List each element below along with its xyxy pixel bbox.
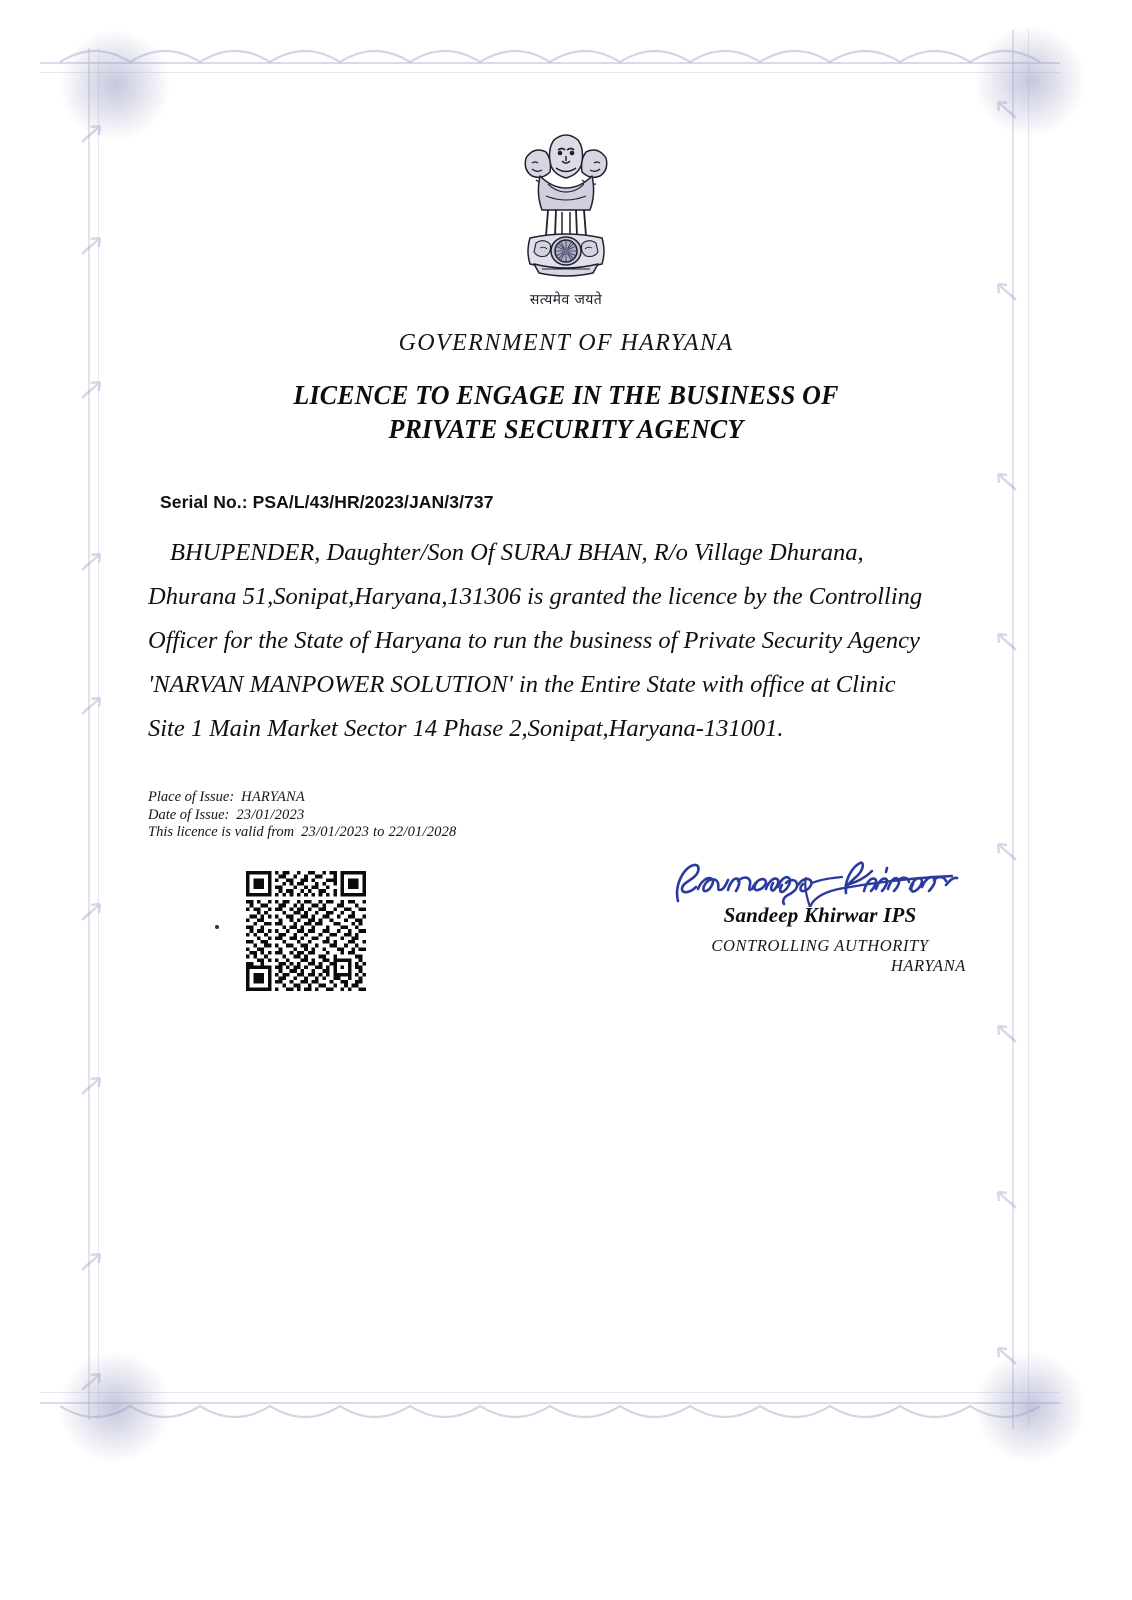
government-line: GOVERNMENT OF HARYANA	[398, 330, 734, 356]
edge-motif-icon	[994, 468, 1020, 494]
issue-details-block	[148, 789, 457, 842]
place-of-issue-value: HARYANA	[241, 789, 305, 805]
bottom-border-rule	[40, 1402, 1060, 1404]
signature-block	[660, 845, 980, 976]
signatory-authority-block	[660, 936, 980, 976]
date-of-issue-row	[148, 807, 457, 825]
edge-motif-icon	[994, 628, 1020, 654]
validity-value: 23/01/2023 to 22/01/2028	[301, 824, 457, 840]
licence-body-text	[148, 531, 986, 751]
bottom-border-rule-thin	[40, 1392, 1060, 1393]
handwritten-signature	[660, 845, 980, 907]
place-of-issue-label: Place of Issue:	[148, 789, 235, 805]
title-line-2: PRIVATE SECURITY AGENCY	[388, 414, 744, 444]
place-of-issue-row	[148, 789, 457, 807]
signatory-authority: CONTROLLING AUTHORITY	[711, 936, 929, 955]
body-line: Site 1 Main Market Sector 14 Phase 2,Sonipat,Haryana-131001.	[148, 715, 784, 742]
date-of-issue-value: 23/01/2023	[236, 806, 305, 823]
body-line: Dhurana 51,Sonipat,Haryana,131306 is granted the licence by the Controlling	[148, 583, 923, 610]
edge-motif-icon	[78, 1368, 104, 1394]
signatory-state: HARYANA	[890, 956, 966, 975]
edge-motif-icon	[994, 1186, 1020, 1212]
body-line: BHUPENDER, Daughter/Son Of SURAJ BHAN, R/o Village Dhurana,	[170, 539, 864, 566]
serial-number-label: Serial No.:	[160, 492, 248, 512]
validity-label: This licence is valid from	[148, 824, 295, 840]
body-line: Officer for the State of Haryana to run the business of Private Security Agency	[148, 627, 920, 654]
signatory-name: Sandeep Khirwar IPS	[723, 903, 917, 927]
edge-motif-icon	[994, 1020, 1020, 1046]
edge-motif-icon	[78, 692, 104, 718]
state-emblem-of-india-icon	[496, 118, 636, 288]
date-of-issue-label: Date of Issue:	[148, 806, 230, 823]
edge-motif-icon	[78, 1072, 104, 1098]
document-title	[0, 378, 1132, 446]
top-border-rule-thin	[40, 72, 1060, 73]
serial-number-row	[160, 492, 494, 513]
validity-row	[148, 824, 457, 842]
serial-number-value: PSA/L/43/HR/2023/JAN/3/737	[252, 492, 494, 512]
stray-scan-speck	[215, 925, 219, 929]
top-border-rule	[40, 62, 1060, 64]
bottom-scallop-ornament	[60, 1404, 1040, 1430]
corner-smudge-bottom-left	[60, 1352, 170, 1462]
edge-motif-icon	[994, 1342, 1020, 1368]
edge-motif-icon	[78, 1248, 104, 1274]
edge-motif-icon	[78, 548, 104, 574]
verification-qr-code[interactable]	[242, 871, 370, 991]
edge-motif-icon	[78, 898, 104, 924]
edge-motif-icon	[994, 838, 1020, 864]
body-line: 'NARVAN MANPOWER SOLUTION' in the Entire State with office at Clinic	[148, 671, 896, 698]
corner-smudge-bottom-right	[975, 1352, 1085, 1462]
title-line-1: LICENCE TO ENGAGE IN THE BUSINESS OF	[293, 380, 839, 410]
top-scallop-ornament	[60, 38, 1040, 64]
emblem-motto: सत्यमेव जयते	[529, 292, 603, 308]
state-emblem-block	[0, 118, 1132, 309]
